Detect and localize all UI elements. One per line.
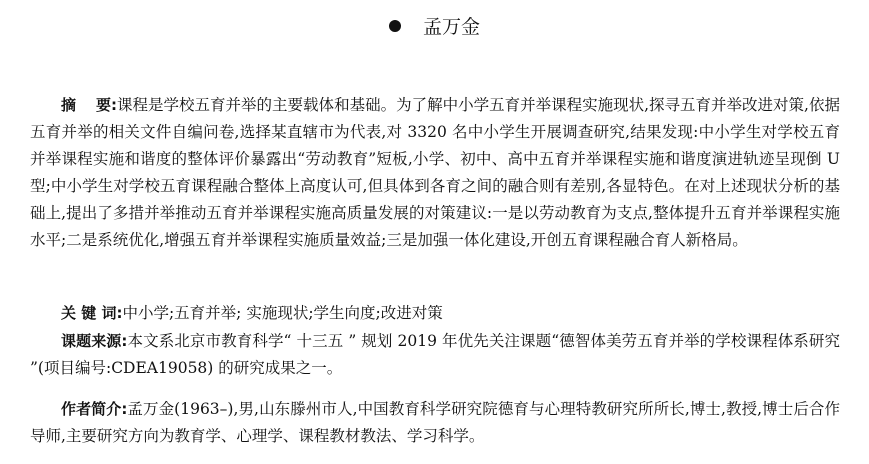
author-bio-paragraph: [30, 396, 840, 450]
abstract-text: 课程是学校五育并举的主要载体和基础。为了解中小学五育并举课程实施现状,探寻五育并举改进对策,依据五育并举的相关文件自编问卷,选择某直辖市为代表,对 3320 名中小学生开展调查研究,结果发现:中小学生对学校五育并举课程实施和谐度的整体评价暴露出“劳动教育”短板,小学、初中、高中五育并举课程实施和谐度演进轨迹呈现倒 U 型;中小学生对学校五育课程融合整体上高度认可,但具体到各育之间的融合则有差别,各显特色。在对上述现状分析的基础上,提出了多措并举推动五育并举课程实施高质量发展的对策建议:一是以劳动教育为支点,整体提升五育并举课程实施水平;二是系统优化,增强五育并举课程实施质量效益;三是加强一体化建设,开创五育课程融合育人新格局。: [30, 96, 840, 249]
author-name: 孟万金: [422, 16, 480, 38]
funding-source-label: 课题来源:: [61, 332, 128, 350]
author-bio-label: 作者简介:: [61, 400, 128, 418]
author-bio-text: 孟万金(1963–),男,山东滕州市人,中国教育科学研究院德育与心理特教研究所所长,博士,教授,博士后合作导师,主要研究方向为教育学、心理学、课程教材教法、学习科学。: [30, 400, 841, 445]
abstract-label: 摘 要:: [61, 96, 118, 114]
keywords-label: 关 键 词:: [61, 304, 123, 322]
funding-source-paragraph: [30, 328, 840, 382]
author-heading: [0, 14, 869, 40]
bullet-icon: [389, 20, 401, 32]
keywords-text: 中小学;五育并举; 实施现状;学生向度;改进对策: [122, 304, 443, 322]
abstract-paragraph: [30, 92, 840, 254]
funding-source-text: 本文系北京市教育科学“ 十三五 ” 规划 2019 年优先关注课题“德智体美劳五育并举的学校课程体系研究 ”(项目编号:CDEA19058) 的研究成果之一。: [30, 332, 841, 377]
keywords-paragraph: [30, 300, 840, 327]
